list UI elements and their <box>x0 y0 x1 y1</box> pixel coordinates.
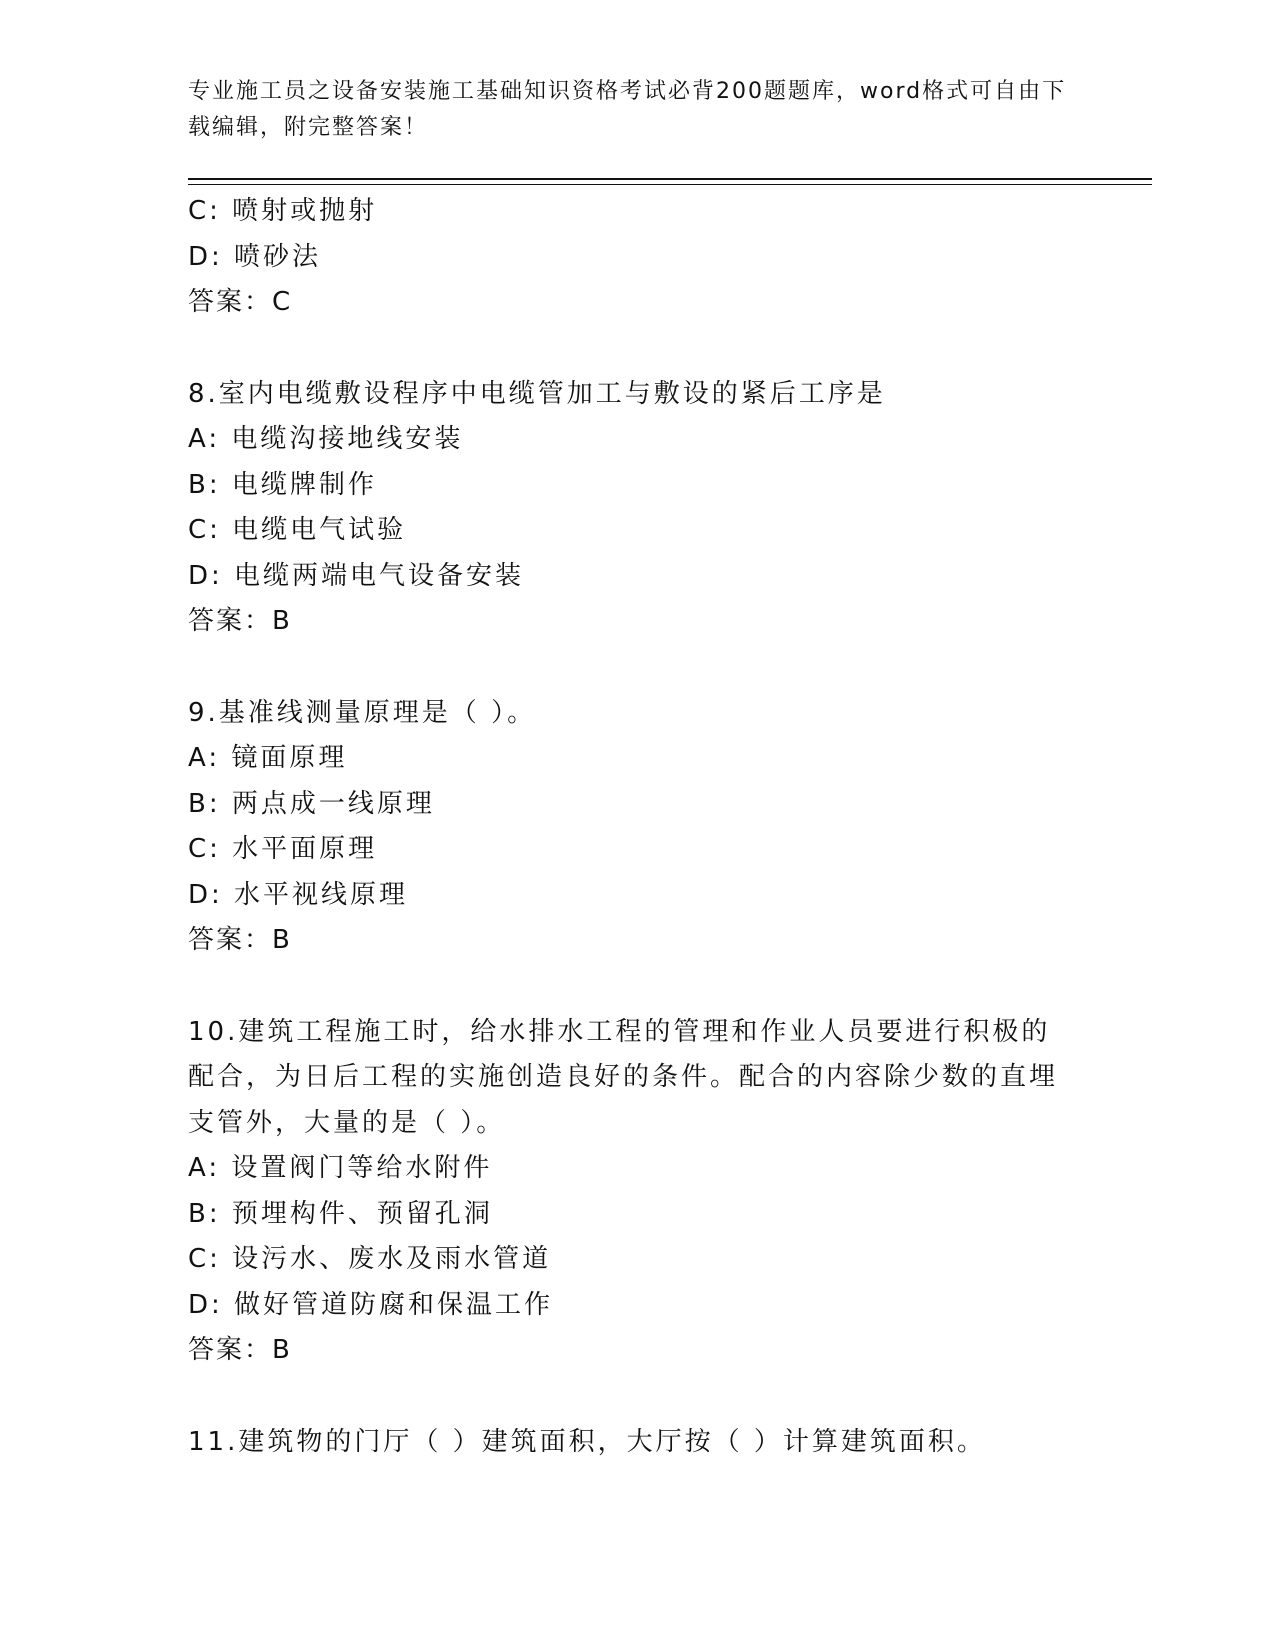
question-list <box>188 189 1088 1465</box>
option-a: A: 电缆沟接地线安装 <box>188 424 464 454</box>
question-stem: 9.基准线测量原理是（ ）。 <box>188 697 537 728</box>
answer-line <box>188 918 1088 964</box>
option-c: C: 水平面原理 <box>188 834 378 864</box>
header-rule-thick <box>188 178 1152 180</box>
option-a: A: 设置阀门等给水附件 <box>188 1153 493 1183</box>
question-11 <box>188 1420 1088 1466</box>
option-c: C: 喷射或抛射 <box>188 196 378 226</box>
question-10 <box>188 1010 1088 1374</box>
header-rule-thin <box>188 184 1152 185</box>
option-d: D: 水平视线原理 <box>188 879 409 910</box>
answer-value: B <box>272 606 292 636</box>
answer-label: 答案： <box>188 287 273 317</box>
answer-label: 答案： <box>188 925 273 955</box>
question-7-tail <box>188 189 1088 326</box>
answer-line <box>188 280 1088 326</box>
question-9 <box>188 691 1088 964</box>
option-d: D: 做好管道防腐和保温工作 <box>188 1289 554 1320</box>
option-d: D: 喷砂法 <box>188 241 322 272</box>
question-stem: 11.建筑物的门厅（ ）建筑面积，大厅按（ ）计算建筑面积。 <box>188 1426 986 1457</box>
answer-value: B <box>272 925 292 955</box>
answer-label: 答案： <box>188 1335 273 1365</box>
option-a: A: 镜面原理 <box>188 743 348 773</box>
answer-line <box>188 1328 1088 1374</box>
answer-value: C <box>272 287 293 317</box>
question-stem: 10.建筑工程施工时，给水排水工程的管理和作业人员要进行积极的配合，为日后工程的实施创造良好的条件。配合的内容除少数的直埋支管外，大量的是（ ）。 <box>188 1016 1059 1138</box>
answer-line <box>188 599 1088 645</box>
question-8 <box>188 372 1088 645</box>
answer-label: 答案： <box>188 606 273 636</box>
page-header: 专业施工员之设备安装施工基础知识资格考试必背200题题库，word格式可自由下载编辑，附完整答案！ <box>188 79 1067 140</box>
option-b: B: 两点成一线原理 <box>188 788 435 819</box>
option-b: B: 电缆牌制作 <box>188 469 377 500</box>
question-stem: 8.室内电缆敷设程序中电缆管加工与敷设的紧后工序是 <box>188 378 886 409</box>
option-c: C: 电缆电气试验 <box>188 515 407 545</box>
option-d: D: 电缆两端电气设备安装 <box>188 560 525 591</box>
answer-value: B <box>272 1335 292 1365</box>
option-b: B: 预埋构件、预留孔洞 <box>188 1198 493 1229</box>
option-c: C: 设污水、废水及雨水管道 <box>188 1244 552 1274</box>
